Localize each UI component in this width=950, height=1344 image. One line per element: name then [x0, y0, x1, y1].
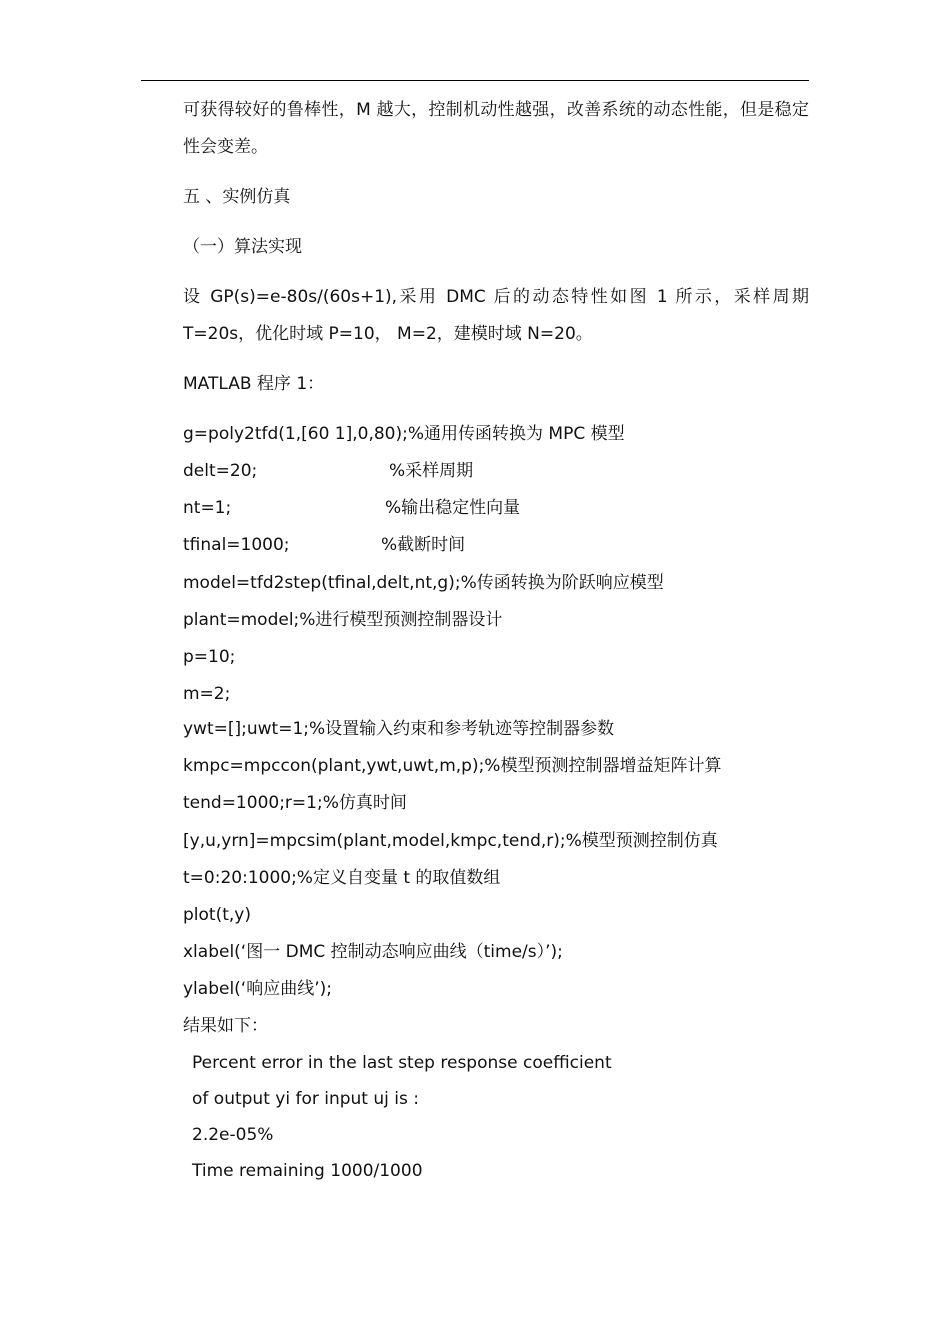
code-comment-4: %截断时间 — [381, 535, 466, 555]
code-line-7: p=10; — [183, 647, 236, 667]
code-line-3: nt=1; — [183, 498, 232, 518]
result-label: 结果如下： — [183, 1016, 268, 1036]
result-line-3: 2.2e-05% — [192, 1125, 274, 1145]
code-comment-3: %输出稳定性向量 — [385, 498, 521, 518]
subsection-title: （一）算法实现 — [183, 237, 302, 257]
section-title: 五 、实例仿真 — [183, 187, 291, 207]
code-line-10: kmpc=mpccon(plant,ywt,uwt,m,p);%模型预测控制器增益矩阵计算 — [183, 756, 722, 776]
result-line-1: Percent error in the last step response coefficient — [192, 1053, 612, 1073]
code-line-6: plant=model;%进行模型预测控制器设计 — [183, 610, 503, 630]
code-line-12: [y,u,yrn]=mpcsim(plant,model,kmpc,tend,r);%模型预测控制仿真 — [183, 831, 718, 851]
code-line-16: ylabel(‘响应曲线’); — [183, 979, 332, 999]
code-line-2: delt=20; — [183, 461, 258, 481]
code-line-11: tend=1000;r=1;%仿真时间 — [183, 793, 407, 813]
result-line-2: of output yi for input uj is : — [192, 1089, 419, 1109]
code-line-5: model=tfd2step(tfinal,delt,nt,g);%传函转换为阶跃响应模型 — [183, 573, 664, 593]
code-line-4: tfinal=1000; — [183, 535, 290, 555]
code-line-9: ywt=[];uwt=1;%设置输入约束和参考轨迹等控制器参数 — [183, 719, 615, 739]
result-line-4: Time remaining 1000/1000 — [192, 1161, 423, 1181]
code-line-1: g=poly2tfd(1,[60 1],0,80);%通用传函转换为 MPC 模型 — [183, 424, 625, 444]
code-line-8: m=2; — [183, 684, 231, 704]
code-line-15: xlabel(‘图一 DMC 控制动态响应曲线（time/s）’); — [183, 942, 563, 962]
header-rule — [141, 80, 809, 81]
setup-paragraph: 设 GP(s)=e-80s/(60s+1),采用 DMC 后的动态特性如图 1 所示，采样周期 T=20s，优化时域 P=10， M=2，建模时域 N=20。 — [183, 287, 809, 344]
program-title: MATLAB 程序 1： — [183, 374, 325, 394]
intro-paragraph: 可获得较好的鲁棒性，M 越大，控制机动性越强，改善系统的动态性能，但是稳定性会变差。 — [183, 100, 809, 157]
code-line-13: t=0:20:1000;%定义自变量 t 的取值数组 — [183, 868, 501, 888]
code-line-14: plot(t,y) — [183, 905, 251, 925]
code-comment-2: %采样周期 — [389, 461, 474, 481]
